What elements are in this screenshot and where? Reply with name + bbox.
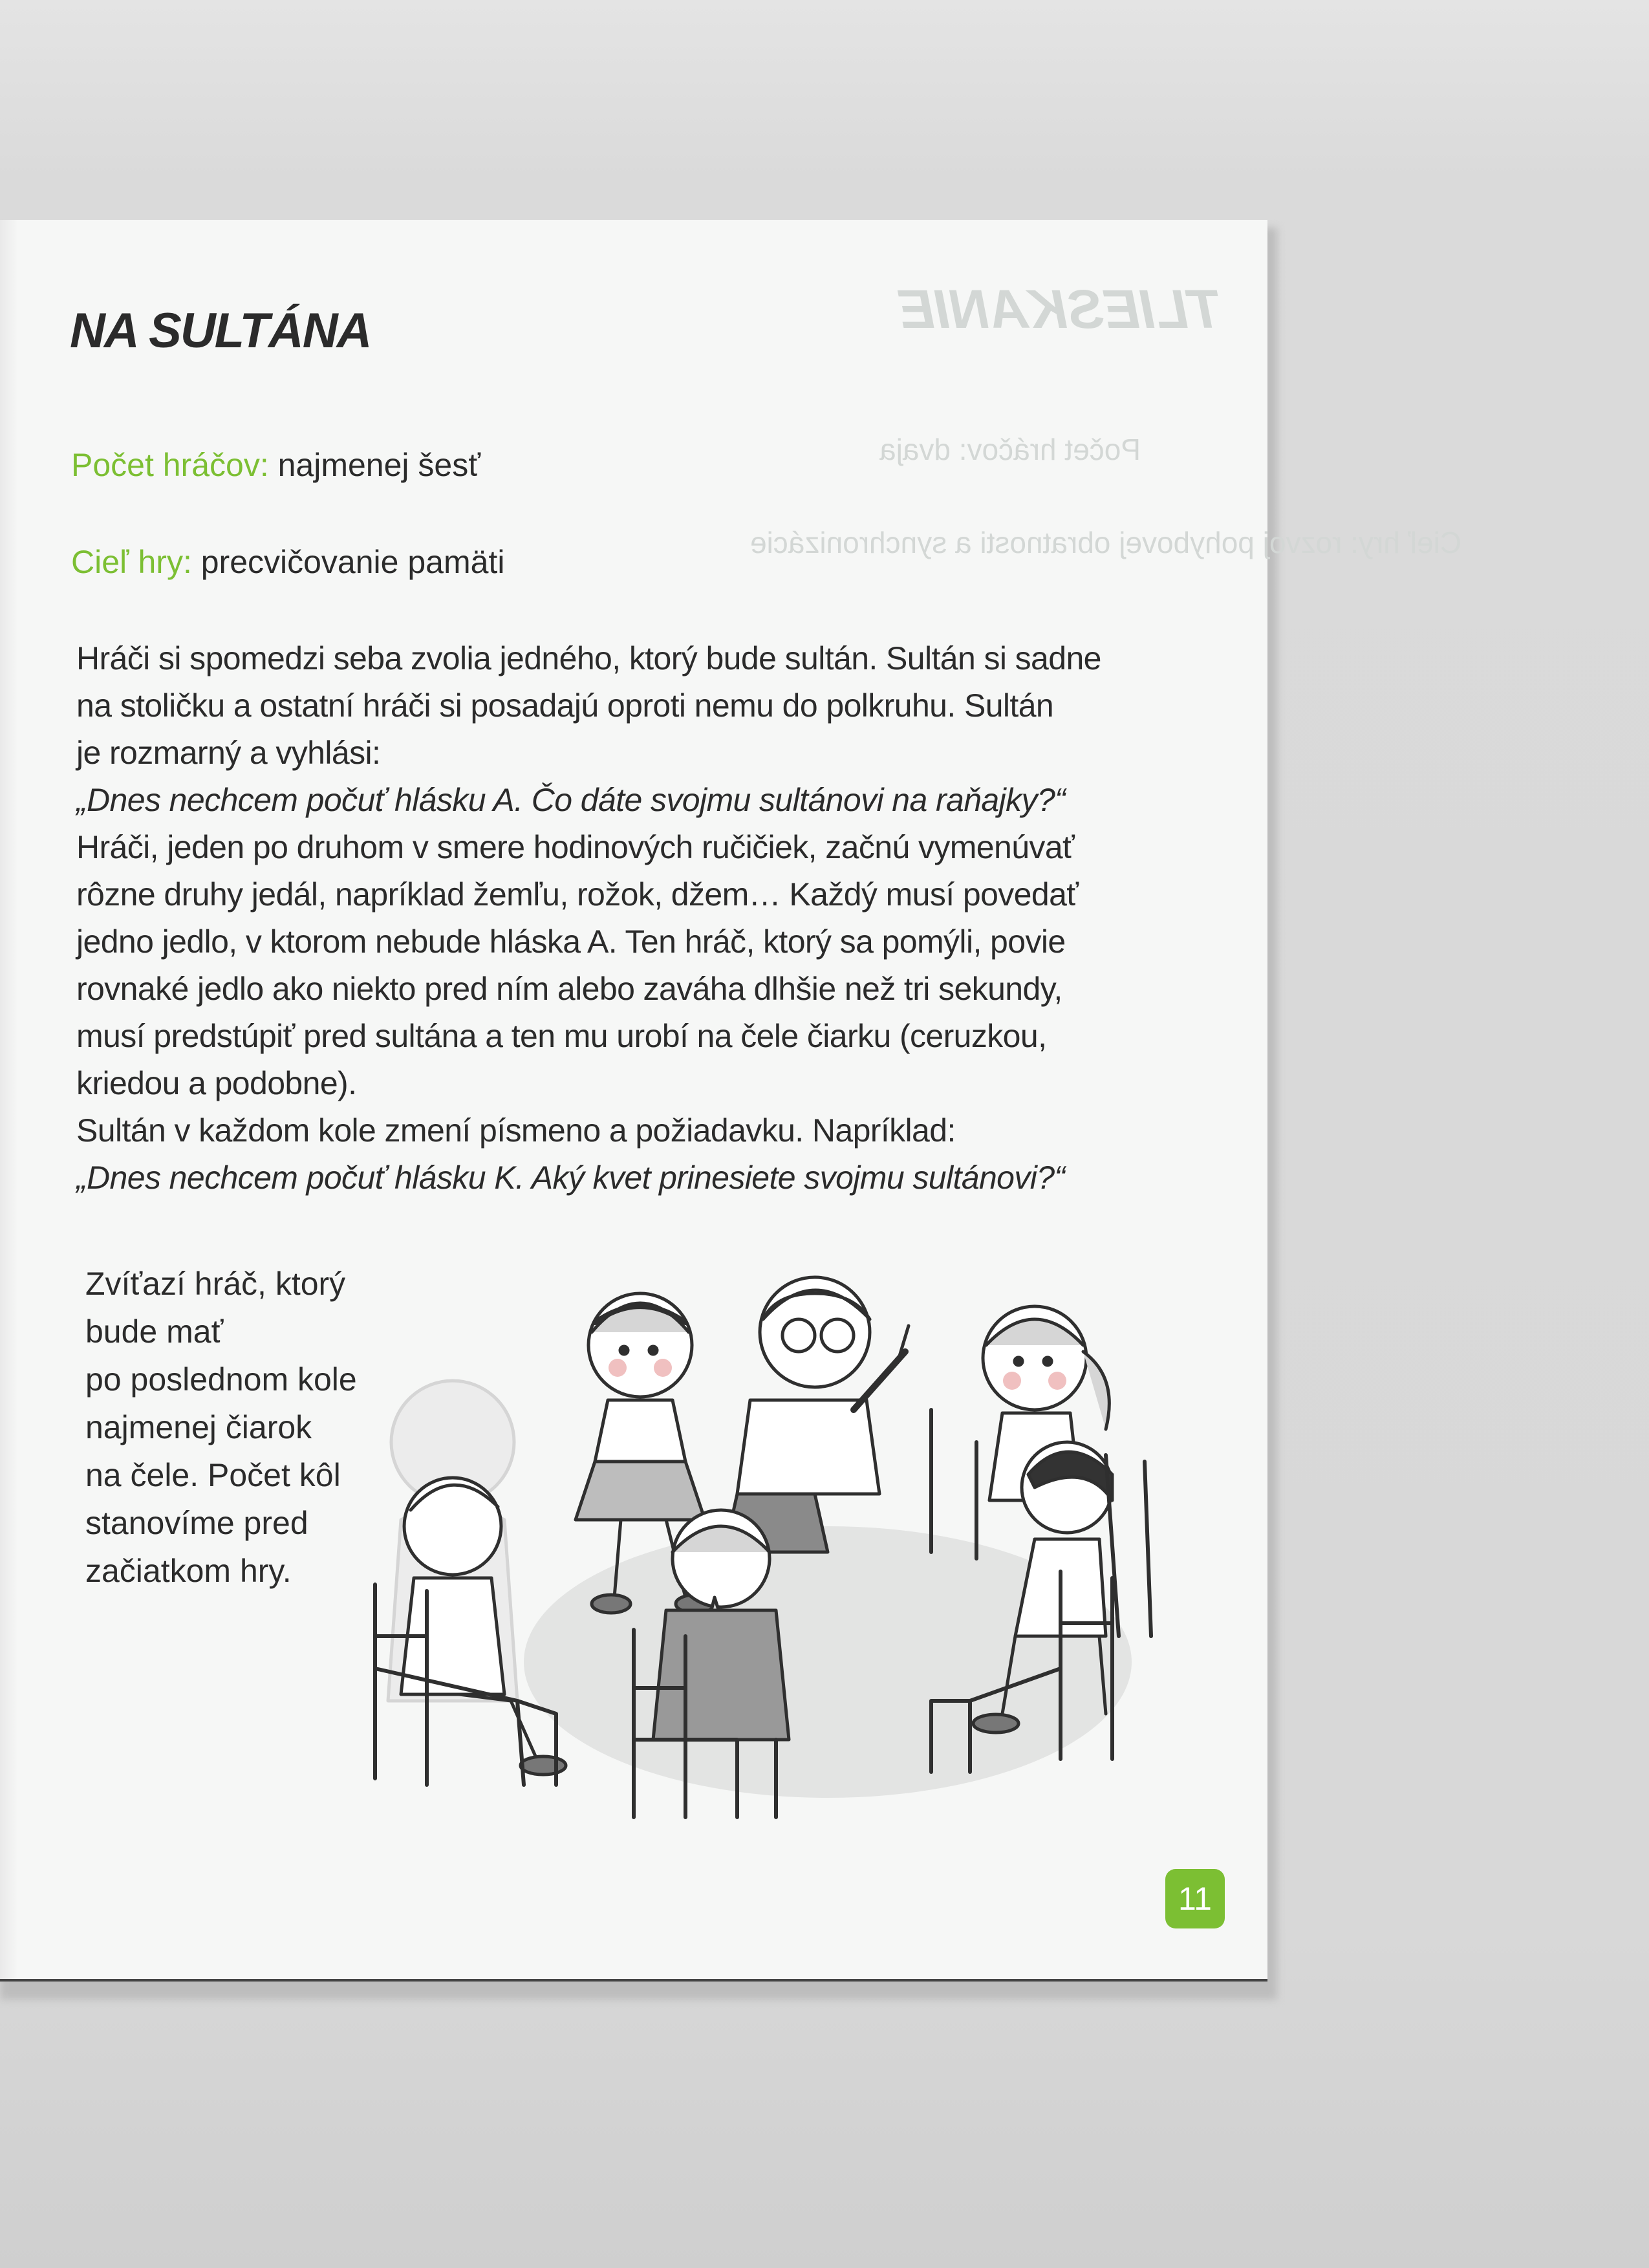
page-title: NA SULTÁNA bbox=[70, 303, 371, 358]
winner-line: Zvíťazí hráč, ktorý bbox=[85, 1266, 346, 1302]
bleed-through-title: TLIESKANIE bbox=[899, 279, 1222, 340]
rules-line: je rozmarný a vyhlási: bbox=[76, 735, 381, 771]
goal-value: precvičovanie pamäti bbox=[200, 544, 505, 580]
goal-row bbox=[71, 543, 504, 581]
players-label: Počet hráčov: bbox=[71, 447, 269, 483]
rules-line: musí predstúpiť pred sultána a ten mu urobí na čele čiarku (ceruzkou, bbox=[76, 1018, 1047, 1054]
rules-text bbox=[76, 635, 1214, 1202]
rules-line: „Dnes nechcem počuť hlásku K. Aký kvet prinesiete svojmu sultánovi?“ bbox=[76, 1160, 1065, 1196]
page-spine bbox=[0, 220, 18, 1979]
rules-line: rovnaké jedlo ako niekto pred ním alebo zaváha dlhšie než tri sekundy, bbox=[76, 971, 1062, 1007]
children-in-circle-illustration bbox=[362, 1248, 1203, 1856]
rules-line: na stoličku a ostatní hráči si posadajú oproti nemu do polkruhu. Sultán bbox=[76, 687, 1054, 724]
winner-line: stanovíme pred bbox=[85, 1505, 308, 1541]
bleed-through-line: Cieľ hry: rozvoj pohybovej obratnosti a synchronizácie bbox=[750, 526, 1462, 559]
players-value: najmenej šesť bbox=[277, 447, 480, 483]
rules-line: rôzne druhy jedál, napríklad žemľu, rožok, džem… Každý musí povedať bbox=[76, 876, 1079, 913]
goal-label: Cieľ hry: bbox=[71, 544, 192, 580]
winner-line: bude mať bbox=[85, 1313, 224, 1350]
bleed-through-line: Počet hráčov: dvaja bbox=[879, 433, 1141, 466]
winner-line: na čele. Počet kôl bbox=[85, 1457, 341, 1493]
rules-line: kriedou a podobne). bbox=[76, 1065, 357, 1101]
winner-line: po poslednom kole bbox=[85, 1361, 357, 1398]
rules-line: Sultán v každom kole zmení písmeno a požiadavku. Napríklad: bbox=[76, 1112, 956, 1149]
winner-line: začiatkom hry. bbox=[85, 1553, 292, 1589]
rules-line: Hráči si spomedzi seba zvolia jedného, ktorý bude sultán. Sultán si sadne bbox=[76, 640, 1101, 676]
winner-line: najmenej čiarok bbox=[85, 1409, 312, 1445]
rules-line: jedno jedlo, v ktorom nebude hláska A. Ten hráč, ktorý sa pomýli, povie bbox=[76, 923, 1066, 960]
players-row bbox=[71, 446, 480, 484]
rules-line: Hráči, jeden po druhom v smere hodinových ručičiek, začnú vymenúvať bbox=[76, 829, 1075, 865]
page-number-badge: 11 bbox=[1165, 1869, 1225, 1928]
rules-line: „Dnes nechcem počuť hlásku A. Čo dáte svojmu sultánovi na raňajky?“ bbox=[76, 782, 1066, 818]
